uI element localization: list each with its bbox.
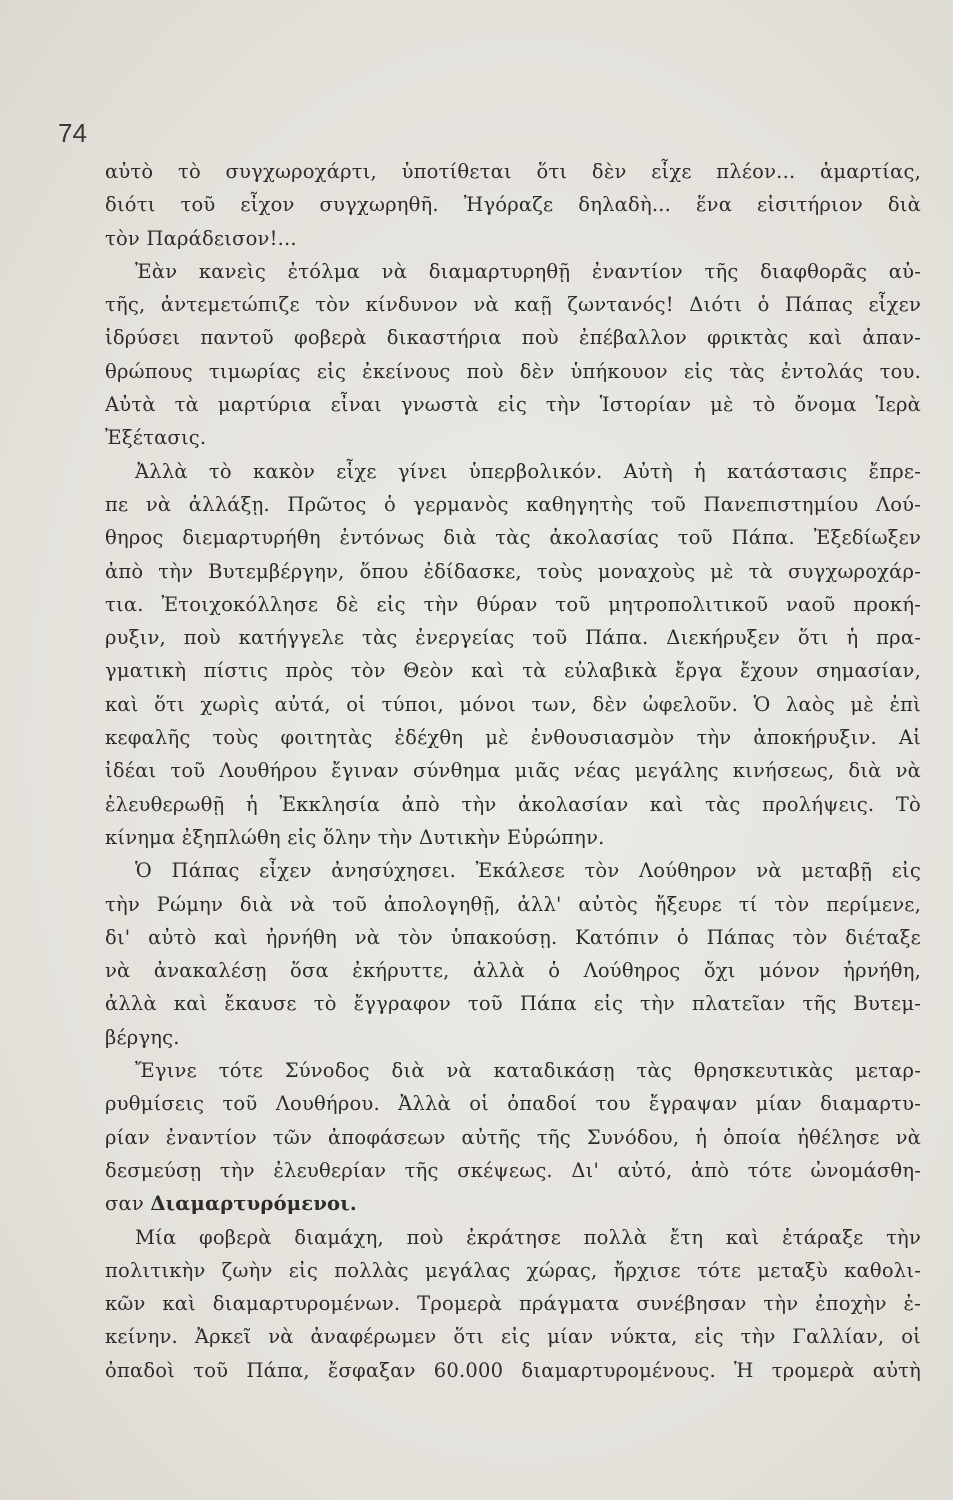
text-line xyxy=(105,1320,921,1353)
text-line xyxy=(105,954,921,987)
text-line xyxy=(105,788,921,821)
text-line-content: γματικὴ πίστις πρὸς τὸν Θεὸν καὶ τὰ εὐλαβικὰ ἔργα ἔχουν σημασίαν, xyxy=(105,659,921,683)
text-line-content: θρώπους τιμωρίας εἰς ἐκείνους ποὺ δὲν ὑπήκουον εἰς τὰς ἐντολάς του. xyxy=(105,359,921,383)
text-line xyxy=(105,1287,921,1320)
text-line-content: βέργης. xyxy=(105,1025,180,1049)
text-line xyxy=(105,421,921,454)
text-line-content: δεσμεύσῃ τὴν ἐλευθερίαν τῆς σκέψεως. Δι' αὐτό, ἀπὸ τότε ὠνομάσθη- xyxy=(105,1158,921,1182)
text-line-content: ἀπὸ τὴν Βυτεμβέργην, ὅπου ἐδίδασκε, τοὺς μοναχοὺς μὲ τὰ συγχωροχάρ- xyxy=(105,559,921,583)
text-line xyxy=(105,1021,921,1054)
text-line-content: τῆς, ἀντεμετώπιζε τὸν κίνδυνον νὰ καῇ ζωντανός! Διότι ὁ Πάπας εἶχεν xyxy=(105,293,921,317)
text-line xyxy=(105,255,921,288)
text-line-content: ἐλευθερωθῇ ἡ Ἐκκλησία ἀπὸ τὴν ἀκολασίαν καὶ τὰς προλήψεις. Τὸ xyxy=(105,792,921,816)
text-line xyxy=(105,821,921,854)
text-line xyxy=(105,987,921,1020)
text-line xyxy=(105,455,921,488)
text-line-content: δι' αὐτὸ καὶ ἠρνήθη νὰ τὸν ὑπακούσῃ. Κατόπιν ὁ Πάπας τὸν διέταξε xyxy=(105,925,921,949)
text-line-content: Ἐὰν κανεὶς ἐτόλμα νὰ διαμαρτυρηθῇ ἐναντίον τῆς διαφθορᾶς αὐ- xyxy=(135,259,921,283)
text-line-content: ἀλλὰ καὶ ἔκαυσε τὸ ἔγγραφον τοῦ Πάπα εἰς τὴν πλατεῖαν τῆς Βυτεμ- xyxy=(105,992,921,1016)
text-line-content: τια. Ἐτοιχοκόλλησε δὲ εἰς τὴν θύραν τοῦ μητροπολιτικοῦ ναοῦ προκή- xyxy=(105,592,921,616)
text-line-content: κίνημα ἐξηπλώθη εἰς ὅλην τὴν Δυτικὴν Εὐρώπην. xyxy=(105,825,605,849)
text-line-content: τὸν Παράδεισον!... xyxy=(105,226,297,250)
text-line-content: ρίαν ἐναντίον τῶν ἀποφάσεων αὐτῆς τῆς Συνόδου, ἡ ὁποία ἠθέλησε νὰ xyxy=(105,1125,921,1149)
text-line xyxy=(105,1221,921,1254)
text-line xyxy=(105,488,921,521)
text-line xyxy=(105,888,921,921)
text-line xyxy=(105,155,921,188)
text-line-content: Ὁ Πάπας εἶχεν ἀνησύχησει. Ἐκάλεσε τὸν Λούθηρον νὰ μεταβῇ εἰς xyxy=(135,859,921,883)
text-line-content: θηρος διεμαρτυρήθη ἐντόνως διὰ τὰς ἀκολασίας τοῦ Πάπα. Ἐξεδίωξεν xyxy=(105,526,921,550)
text-line xyxy=(105,521,921,554)
text-line-content: Ἔγινε τότε Σύνοδος διὰ νὰ καταδικάσῃ τὰς θρησκευτικὰς μεταρ- xyxy=(135,1059,921,1083)
text-line xyxy=(105,721,921,754)
text-line xyxy=(105,1154,921,1187)
text-line xyxy=(105,1054,921,1087)
text-line-content: κῶν καὶ διαμαρτυρομένων. Τρομερὰ πράγματα συνέβησαν τὴν ἐποχὴν ἐ- xyxy=(105,1292,921,1316)
text-line xyxy=(105,688,921,721)
text-line xyxy=(105,188,921,221)
body-text xyxy=(105,155,921,1387)
text-line xyxy=(105,1254,921,1287)
page-number: 74 xyxy=(58,118,87,148)
text-line-content: ἰδέαι τοῦ Λουθήρου ἔγιναν σύνθημα μιᾶς νέας μεγάλης κινήσεως, διὰ νὰ xyxy=(105,759,921,783)
text-line-content: Αὐτὰ τὰ μαρτύρια εἶναι γνωστὰ εἰς τὴν Ἱστορίαν μὲ τὸ ὄνομα Ἱερὰ xyxy=(105,393,921,417)
text-line-content: αὐτὸ τὸ συγχωροχάρτι, ὑποτίθεται ὅτι δὲν εἶχε πλέον... ἁμαρτίας, xyxy=(105,160,921,183)
text-line xyxy=(105,388,921,421)
text-line-content: τὴν Ρώμην διὰ νὰ τοῦ ἀπολογηθῇ, ἀλλ' αὐτὸς ἤξευρε τί τὸν περίμενε, xyxy=(105,892,921,916)
text-line-content: Ἐξέτασις. xyxy=(105,426,207,450)
text-line-content: Ἀλλὰ τὸ κακὸν εἶχε γίνει ὑπερβολικόν. Αὐτὴ ἡ κατάστασις ἔπρε- xyxy=(135,459,921,483)
text-line-content: ὀπαδοὶ τοῦ Πάπα, ἔσφαξαν 60.000 διαμαρτυρομένους. Ἡ τρομερὰ αὐτὴ xyxy=(105,1358,921,1382)
text-line xyxy=(105,321,921,354)
text-line-content: νὰ ἀνακαλέσῃ ὅσα ἐκήρυττε, ἀλλὰ ὁ Λούθηρος ὄχι μόνον ἠρνήθη, xyxy=(105,959,921,983)
text-line-content: διότι τοῦ εἶχον συγχωρηθῆ. Ἠγόραζε δηλαδὴ... ἕνα εἰσιτήριον διὰ xyxy=(105,193,921,217)
text-line xyxy=(105,588,921,621)
text-line-content: Μία φοβερὰ διαμάχη, ποὺ ἐκράτησε πολλὰ ἔτη καὶ ἐτάραξε τὴν xyxy=(135,1225,921,1249)
text-line xyxy=(105,921,921,954)
text-line xyxy=(105,555,921,588)
text-line xyxy=(105,854,921,887)
text-line-content: κείνην. Ἀρκεῖ νὰ ἀναφέρωμεν ὅτι εἰς μίαν νύκτα, εἰς τὴν Γαλλίαν, οἱ xyxy=(105,1325,921,1349)
text-line xyxy=(105,222,921,255)
text-line-content: κεφαλῆς τοὺς φοιτητὰς ἐδέχθη μὲ ἐνθουσιασμὸν τὴν ἀποκήρυξιν. Αἱ xyxy=(105,726,921,750)
bold-term: Διαμαρτυρόμενοι. xyxy=(150,1192,357,1216)
text-line-content: σαν xyxy=(105,1192,144,1216)
text-line xyxy=(105,621,921,654)
text-line xyxy=(105,288,921,321)
text-line-content: ρυθμίσεις τοῦ Λουθήρου. Ἀλλὰ οἱ ὀπαδοί του ἔγραψαν μίαν διαμαρτυ- xyxy=(105,1092,921,1116)
text-line-content: καὶ ὅτι χωρὶς αὐτά, οἱ τύποι, μόνοι των, δὲν ὠφελοῦν. Ὁ λαὸς μὲ ἐπὶ xyxy=(105,692,921,716)
text-line-content: ἱδρύσει παντοῦ φοβερὰ δικαστήρια ποὺ ἐπέβαλλον φρικτὰς καὶ ἀπαν- xyxy=(105,326,921,350)
text-line xyxy=(105,654,921,687)
text-line xyxy=(105,754,921,787)
text-line xyxy=(105,355,921,388)
text-line-content: ρυξιν, ποὺ κατήγγελε τὰς ἐνεργείας τοῦ Πάπα. Διεκήρυξεν ὅτι ἡ πρα- xyxy=(105,626,921,650)
text-line xyxy=(105,1354,921,1387)
text-line-content: πε νὰ ἀλλάξῃ. Πρῶτος ὁ γερμανὸς καθηγητὴς τοῦ Πανεπιστημίου Λού- xyxy=(105,492,921,516)
text-line xyxy=(105,1121,921,1154)
text-line xyxy=(105,1187,921,1220)
text-line xyxy=(105,1087,921,1120)
text-line-content: πολιτικὴν ζωὴν εἰς πολλὰς μεγάλας χώρας, ἤρχισε τότε μεταξὺ καθολι- xyxy=(105,1258,921,1282)
